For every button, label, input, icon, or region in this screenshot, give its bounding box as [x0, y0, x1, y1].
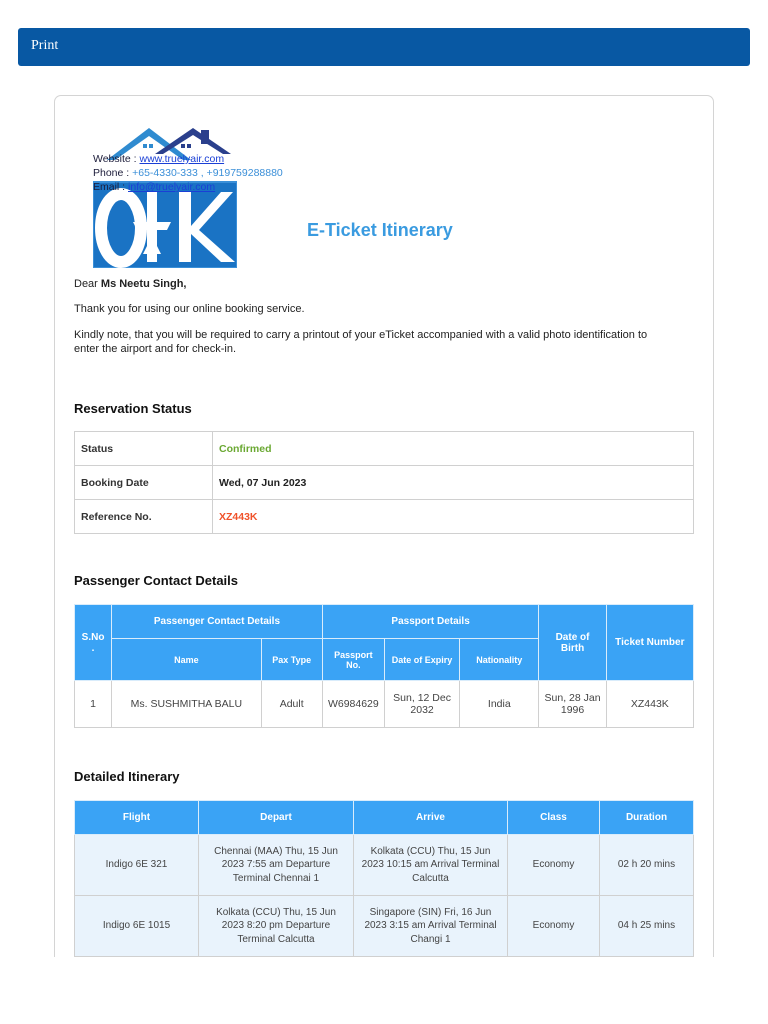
col-arrive: Arrive	[354, 801, 508, 835]
ticket-card	[54, 95, 714, 957]
itinerary-duration: 04 h 25 mins	[600, 896, 694, 957]
reservation-value: Confirmed	[213, 432, 694, 466]
passenger-name: Ms. SUSHMITHA BALU	[112, 681, 261, 728]
passenger-nationality: India	[460, 681, 539, 728]
col-class: Class	[508, 801, 600, 835]
passenger-pax-type: Adult	[261, 681, 322, 728]
col-expiry: Date of Expiry	[384, 639, 459, 681]
print-button[interactable]	[18, 28, 750, 66]
itinerary-table	[74, 800, 694, 957]
website-label: Website :	[93, 153, 140, 165]
note-text: Kindly note, that you will be required to carry a printout of your eTicket accompanied with a valid photo identification to enter the airport and for check-in.	[74, 329, 648, 355]
itinerary-depart: Kolkata (CCU) Thu, 15 Jun 2023 8:20 pm Departure Terminal Calcutta	[199, 896, 354, 957]
passenger-ticket: XZ443K	[606, 681, 693, 728]
reservation-value: XZ443K	[213, 500, 694, 534]
itinerary-flight: Indigo 6E 321	[75, 835, 199, 896]
col-dob: Date of Birth	[539, 605, 606, 681]
itinerary-arrive: Singapore (SIN) Fri, 16 Jun 2023 3:15 am Arrival Terminal Changi 1	[354, 896, 508, 957]
itinerary-heading: Detailed Itinerary	[74, 769, 180, 784]
reservation-row	[75, 466, 694, 500]
col-pax-type: Pax Type	[261, 639, 322, 681]
itinerary-row	[75, 896, 694, 957]
passenger-dob: Sun, 28 Jan 1996	[539, 681, 606, 728]
email-line	[93, 180, 283, 194]
email-label: Email :	[93, 181, 129, 193]
website-line	[93, 152, 283, 166]
itinerary-depart: Chennai (MAA) Thu, 15 Jun 2023 7:55 am Departure Terminal Chennai 1	[199, 835, 354, 896]
reservation-value: Wed, 07 Jun 2023	[213, 466, 694, 500]
passenger-heading: Passenger Contact Details	[74, 573, 239, 588]
passenger-expiry: Sun, 12 Dec 2032	[384, 681, 459, 728]
passenger-table	[74, 604, 694, 728]
col-flight: Flight	[75, 801, 199, 835]
itinerary-row	[75, 835, 694, 896]
print-label: Print	[31, 38, 59, 53]
reservation-table	[74, 431, 694, 534]
reservation-label: Status	[75, 432, 213, 466]
reservation-row	[75, 500, 694, 534]
col-nationality: Nationality	[460, 639, 539, 681]
greeting-prefix: Dear	[74, 278, 101, 290]
company-logo	[93, 126, 237, 268]
reservation-heading: Reservation Status	[74, 401, 192, 416]
col-duration: Duration	[600, 801, 694, 835]
col-passport-group: Passport Details	[322, 605, 539, 639]
customer-name: Ms Neetu Singh,	[100, 278, 187, 290]
reservation-label: Booking Date	[75, 466, 213, 500]
page-title: E-Ticket Itinerary	[307, 220, 453, 240]
col-depart: Depart	[199, 801, 354, 835]
col-name: Name	[112, 639, 261, 681]
itinerary-duration: 02 h 20 mins	[600, 835, 694, 896]
itinerary-class: Economy	[508, 896, 600, 957]
contact-info	[93, 152, 283, 194]
phone-label: Phone :	[93, 167, 133, 179]
reservation-row	[75, 432, 694, 466]
thanks-text: Thank you for using our online booking service.	[74, 303, 305, 315]
passenger-passport-no: W6984629	[322, 681, 384, 728]
col-passport-no: Passport No.	[322, 639, 384, 681]
passenger-sno: 1	[75, 681, 112, 728]
phone-line	[93, 166, 283, 180]
reservation-label: Reference No.	[75, 500, 213, 534]
col-contact-group: Passenger Contact Details	[112, 605, 323, 639]
email-link[interactable]: info@truelyair.com	[128, 181, 216, 193]
col-sno: S.No .	[75, 605, 112, 681]
greeting	[74, 277, 186, 291]
itinerary-class: Economy	[508, 835, 600, 896]
website-link[interactable]: www.truelyair.com	[139, 153, 225, 165]
col-ticket: Ticket Number	[606, 605, 693, 681]
phone-value: +65-4330-333 , +919759288880	[132, 167, 283, 179]
itinerary-flight: Indigo 6E 1015	[75, 896, 199, 957]
itinerary-arrive: Kolkata (CCU) Thu, 15 Jun 2023 10:15 am Arrival Terminal Calcutta	[354, 835, 508, 896]
passenger-row	[75, 681, 694, 728]
